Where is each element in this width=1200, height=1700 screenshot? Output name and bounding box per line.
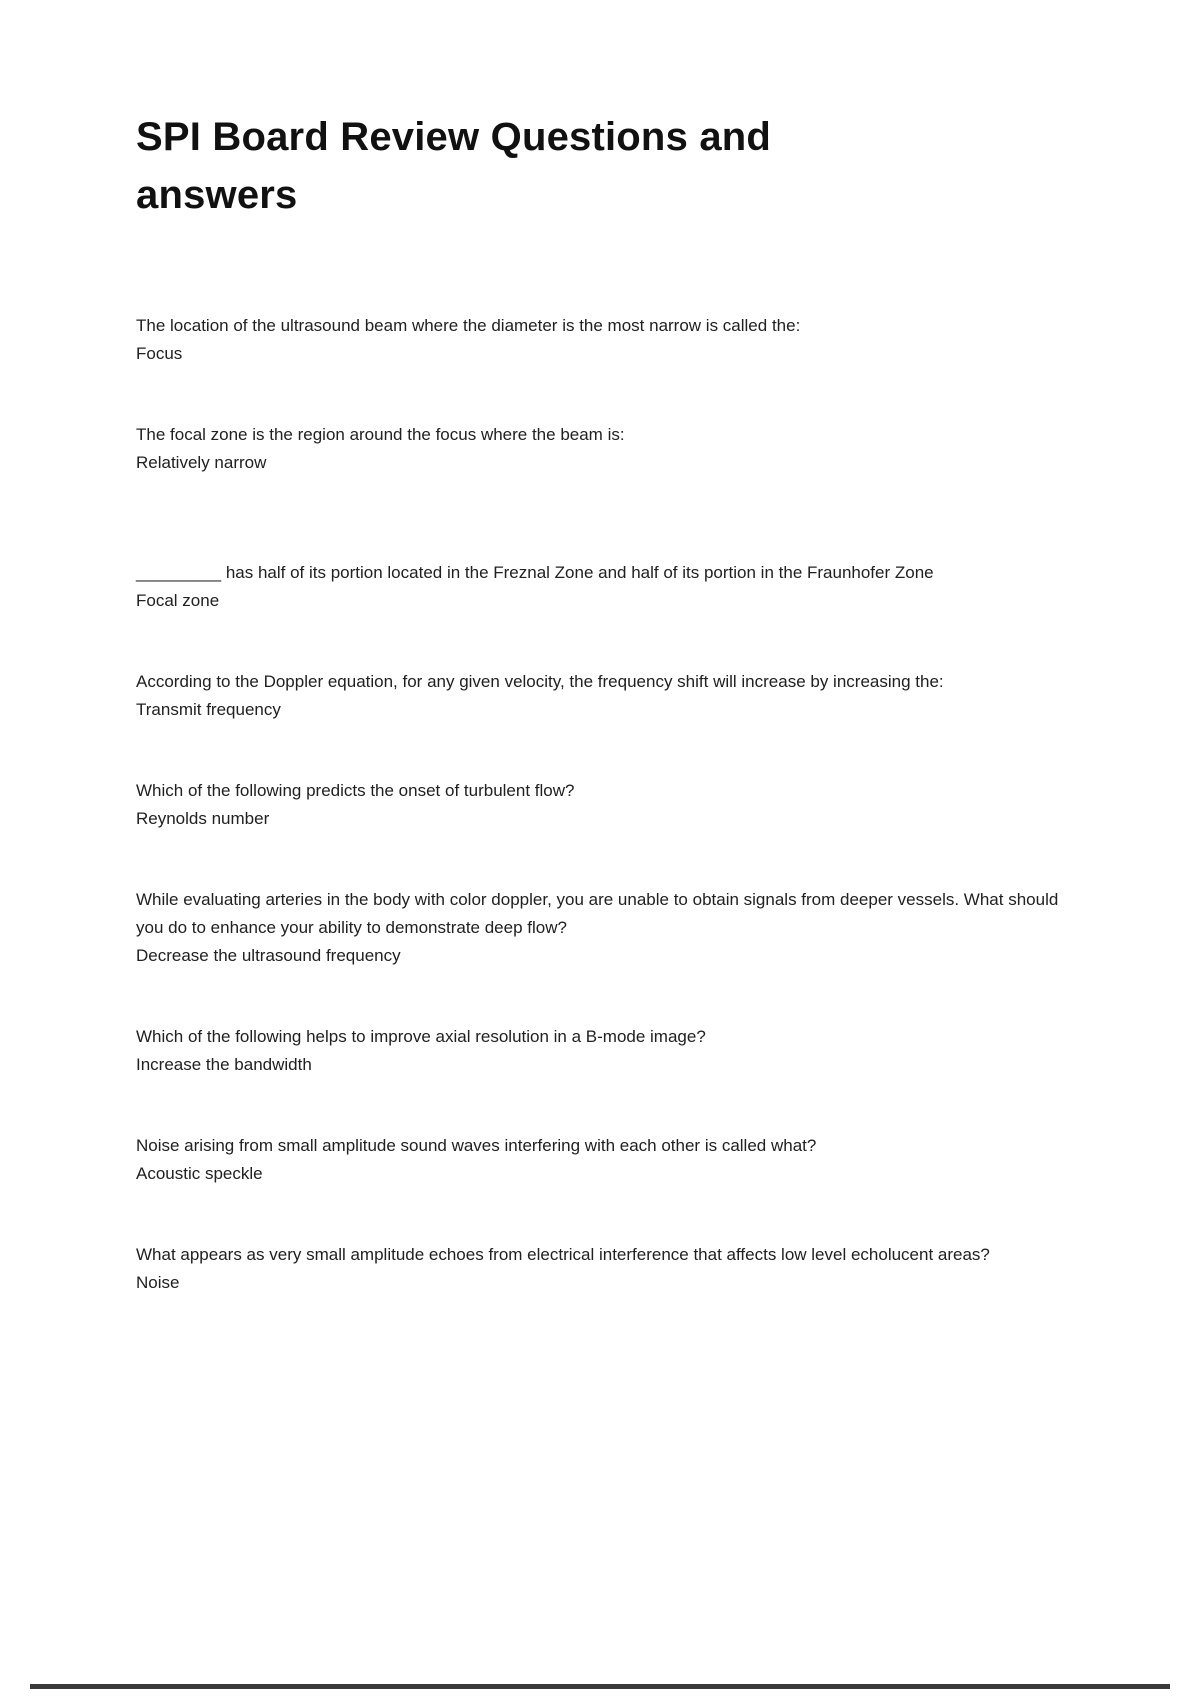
qa-item: [136, 312, 1066, 368]
question-text: The location of the ultrasound beam where the diameter is the most narrow is called the:: [136, 316, 801, 335]
qa-item: [136, 886, 1066, 970]
qa-item: [136, 1241, 1066, 1297]
answer-text: Transmit frequency: [136, 700, 281, 719]
question-text: Which of the following helps to improve axial resolution in a B-mode image?: [136, 1027, 706, 1046]
question-text: Noise arising from small amplitude sound waves interfering with each other is called what?: [136, 1136, 817, 1155]
question-text: What appears as very small amplitude echoes from electrical interference that affects low level echolucent areas?: [136, 1245, 990, 1264]
question-text: According to the Doppler equation, for any given velocity, the frequency shift will increase by increasing the:: [136, 672, 944, 691]
answer-text: Focal zone: [136, 591, 220, 610]
answer-text: Relatively narrow: [136, 453, 267, 472]
qa-list: [136, 312, 1066, 1297]
page-title: [136, 108, 1066, 224]
qa-item: [136, 777, 1066, 833]
answer-text: Acoustic speckle: [136, 1164, 263, 1183]
qa-item: [136, 1023, 1066, 1079]
question-text: _________ has half of its portion located in the Freznal Zone and half of its portion in the Fraunhofer Zone: [136, 563, 934, 582]
question-text: Which of the following predicts the onset of turbulent flow?: [136, 781, 575, 800]
answer-text: Decrease the ultrasound frequency: [136, 946, 401, 965]
qa-item: [136, 421, 1066, 477]
answer-text: Reynolds number: [136, 809, 270, 828]
question-text: While evaluating arteries in the body with color doppler, you are unable to obtain signals from deeper vessels. What should you do to enhance your ability to demonstrate deep flow?: [136, 890, 1059, 937]
question-text: The focal zone is the region around the focus where the beam is:: [136, 425, 625, 444]
page-title-line-1: SPI Board Review Questions and: [136, 115, 772, 159]
qa-item: [136, 1132, 1066, 1188]
page-title-line-2: answers: [136, 173, 298, 217]
answer-text: Increase the bandwidth: [136, 1055, 312, 1074]
answer-text: Noise: [136, 1273, 180, 1292]
answer-text: Focus: [136, 344, 183, 363]
qa-item: [136, 668, 1066, 724]
footer-divider: [30, 1684, 1170, 1689]
qa-item: [136, 559, 1066, 615]
